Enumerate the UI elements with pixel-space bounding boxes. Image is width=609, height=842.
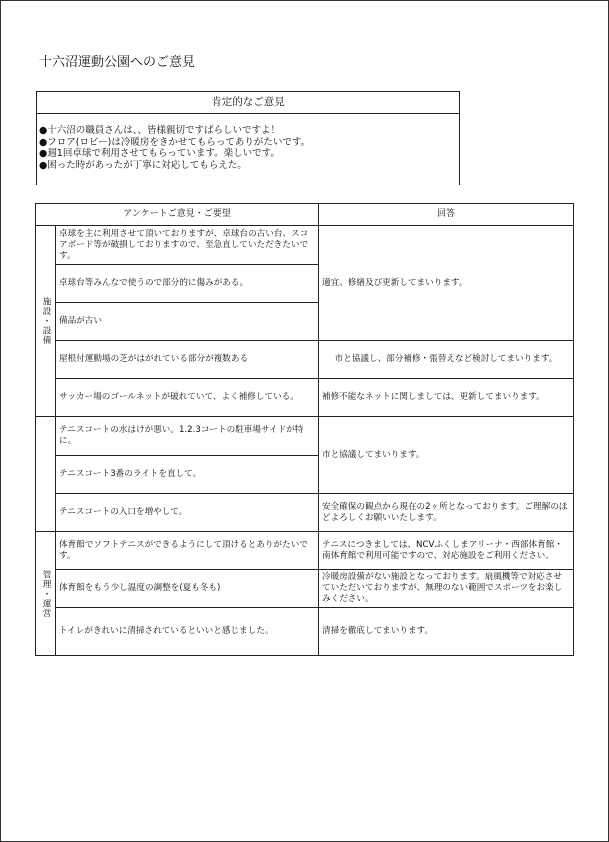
table-row (36, 226, 574, 265)
opinion-cell: トイレがきれいに清掃されているといいと感じました。 (56, 608, 319, 656)
table-row (36, 494, 574, 532)
positive-item: ●フロア(ロビー)は冷暖房をきかせてもらってありがたいです。 (39, 136, 311, 148)
table-row (36, 570, 574, 608)
positive-item: ●十六沼の職員さんは、、皆様親切ですばらしいですよ！ (39, 125, 281, 136)
table-row (36, 608, 574, 656)
opinion-cell: 体育館をもう少し温度の調整を(夏も冬も) (56, 570, 319, 608)
answer-cell: 市と協議し、部分補修・張替えなど検討してまいります。 (319, 341, 574, 379)
positive-item: ●週1回卓球で利用させてもらっています。楽しいです。 (39, 148, 280, 159)
header-answer: 回答 (319, 204, 574, 226)
opinion-cell: 卓球台等みんなで使うので部分的に傷みがある。 (56, 265, 319, 303)
survey-table (35, 203, 574, 656)
category-facilities: 施設・設備 (36, 226, 56, 417)
table-row (36, 341, 574, 379)
category-management: 管理・運営 (36, 532, 56, 656)
header-opinion: アンケートご意見・ご要望 (36, 204, 319, 226)
answer-cell: テニスにつきましては、NCVふくしまアリーナ・西部体育館・南体育館で利用可能ですので、対応施設をご利用ください。 (319, 532, 574, 570)
opinion-cell: 卓球を主に利用させて頂いておりますが、卓球台の古い台、スコアボード等が破損しておりますので、至急直していただきたいです。 (56, 226, 319, 265)
positive-feedback-header: 肯定的なご意見 (37, 92, 459, 114)
table-row (36, 417, 574, 456)
page-title: 十六沼運動公園へのご意見 (39, 55, 196, 70)
answer-cell: 清掃を徹底してまいります。 (319, 608, 574, 656)
positive-feedback-list (37, 114, 459, 171)
positive-feedback-box (36, 91, 460, 185)
answer-cell: 冷暖房設備がない施設となっております。扇風機等で対応させていただいておりますが、無理のない範囲でスポーツをお楽しみください。 (319, 570, 574, 608)
answer-cell: 市と協議してまいります。 (319, 417, 574, 494)
table-row (36, 532, 574, 570)
opinion-cell: サッカー場のゴールネットが破れていて、よく補修している。 (56, 379, 319, 417)
answer-cell: 安全確保の観点から現在の2ヶ所となっております。ご理解のほどよろしくお願いいたします。 (319, 494, 574, 532)
opinion-cell: テニスコートの水はけが悪い。1.2.3コートの駐車場サイドが特に。 (56, 417, 319, 456)
positive-item: ●困った時があったが丁寧に対応してもらえた。 (39, 159, 247, 171)
opinion-cell: 屋根付運動場の芝がはがれている部分が複数ある (56, 341, 319, 379)
category-empty (36, 417, 56, 532)
opinion-cell: テニスコートの入口を増やして。 (56, 494, 319, 532)
opinion-cell: 体育館でソフトテニスができるようにして頂けるとありがたいです。 (56, 532, 319, 570)
opinion-cell: テニスコート3番のライトを直して。 (56, 456, 319, 494)
answer-cell: 適宜、修繕及び更新してまいります。 (319, 226, 574, 341)
opinion-cell: 備品が古い (56, 303, 319, 341)
answer-cell: 補修不能なネットに関しましては、更新してまいります。 (319, 379, 574, 417)
table-row (36, 379, 574, 417)
